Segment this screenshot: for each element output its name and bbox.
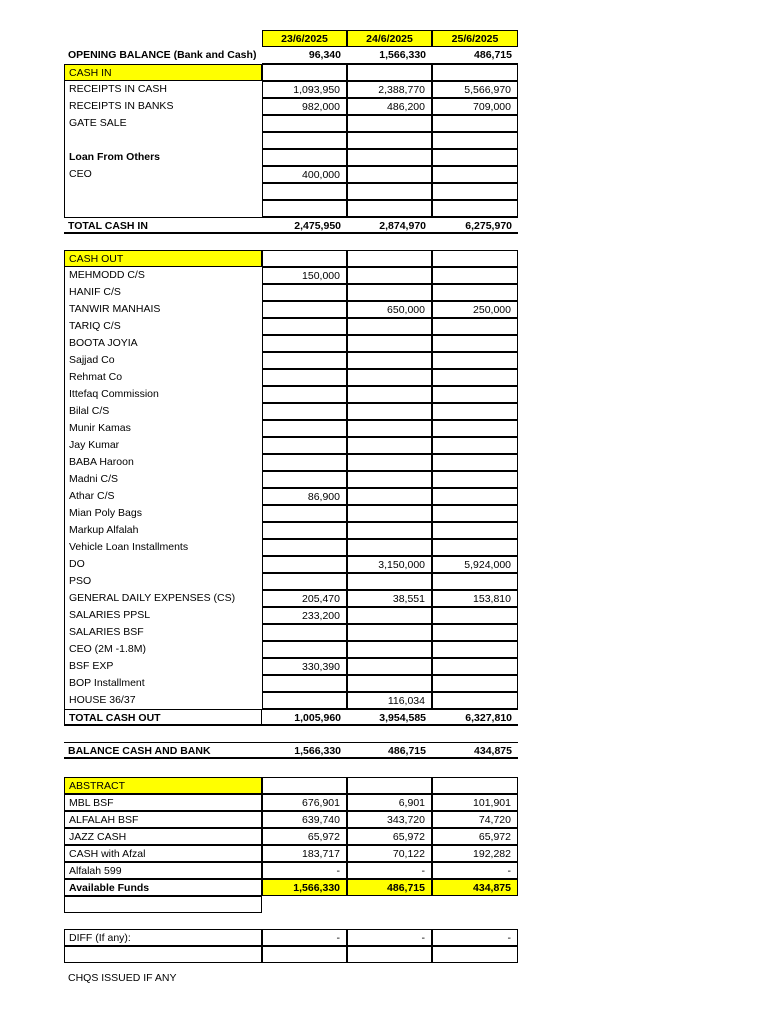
cash-out-row-value [262, 573, 347, 590]
cash-out-title-label: CASH OUT [64, 250, 262, 267]
cash-out-row-label: PSO [64, 573, 262, 590]
cash-out-row-value [262, 522, 347, 539]
cash-out-row-label: BSF EXP [64, 658, 262, 675]
cash-out-row [64, 267, 518, 284]
cash-out-row-value [432, 488, 518, 505]
cash-out-row-value [262, 335, 347, 352]
diff-row-value: - [347, 929, 432, 946]
cash-out-row-value [432, 454, 518, 471]
cash-in-row-value [347, 132, 432, 149]
cash-in-row-value: 486,200 [347, 98, 432, 115]
abstract-row-value: 183,717 [262, 845, 347, 862]
total-cash-in [64, 217, 518, 234]
cash-out-row-value [347, 573, 432, 590]
cash-out-row-value: 116,034 [347, 692, 432, 709]
abstract-row-value: 65,972 [347, 828, 432, 845]
cash-out-row [64, 420, 518, 437]
cash-in-row-value [262, 132, 347, 149]
cash-out-row-value [347, 488, 432, 505]
cash-out-row [64, 301, 518, 318]
diff-blank-row-label [64, 946, 262, 963]
cash-out-row-value [347, 607, 432, 624]
cash-in-row-value [347, 183, 432, 200]
cash-out-row-value [432, 420, 518, 437]
abstract-row-value: 676,901 [262, 794, 347, 811]
cash-out-row-label: CEO (2M -1.8M) [64, 641, 262, 658]
total-cash-out-label: TOTAL CASH OUT [64, 709, 262, 726]
cash-out-row-label: BOOTA JOYIA [64, 335, 262, 352]
abstract-row-value: - [347, 862, 432, 879]
cash-in-row-value: 400,000 [262, 166, 347, 183]
cash-out-row-value [432, 641, 518, 658]
cash-in-title-value [347, 64, 432, 81]
cash-out-row-value [262, 454, 347, 471]
cash-out-row [64, 556, 518, 573]
spacer [64, 759, 518, 777]
cash-out-row-value [347, 335, 432, 352]
cash-out-row-value: 38,551 [347, 590, 432, 607]
cash-out-row-value [432, 573, 518, 590]
abstract-title-label: ABSTRACT [64, 777, 262, 794]
abstract-row-value: 101,901 [432, 794, 518, 811]
abstract-row-label: JAZZ CASH [64, 828, 262, 845]
cash-out-row-value [262, 539, 347, 556]
total-cash-out-value: 3,954,585 [347, 709, 432, 726]
cash-out-row [64, 692, 518, 709]
abstract-row-value: 192,282 [432, 845, 518, 862]
cash-out-title [64, 250, 518, 267]
spacer [64, 234, 518, 250]
cash-in-row [64, 166, 518, 183]
cash-in-row-value: 1,093,950 [262, 81, 347, 98]
cash-in-title-value [262, 64, 347, 81]
cash-out-row-value [262, 641, 347, 658]
total-cash-in-value: 6,275,970 [432, 217, 518, 234]
cash-in-row [64, 115, 518, 132]
balance-cash-bank-label: BALANCE CASH AND BANK [64, 742, 262, 759]
abstract-row-value: 65,972 [262, 828, 347, 845]
cash-in-row-label: GATE SALE [64, 115, 262, 132]
cash-out-row-value [262, 318, 347, 335]
spacer [64, 726, 518, 742]
cash-in-row-label [64, 200, 262, 217]
abstract-row-label: Alfalah 599 [64, 862, 262, 879]
date-header [64, 30, 518, 47]
diff-blank-row-value [347, 946, 432, 963]
abstract-row [64, 811, 518, 828]
cash-in-row-value [432, 132, 518, 149]
cash-out-row-value [347, 624, 432, 641]
cash-in-row-value [347, 149, 432, 166]
abstract-row-value: 6,901 [347, 794, 432, 811]
cash-out-row-value [262, 301, 347, 318]
abstract-title-value [347, 777, 432, 794]
cash-out-row [64, 386, 518, 403]
abstract-row-value: 343,720 [347, 811, 432, 828]
cash-out-row-value [347, 369, 432, 386]
cash-in-title [64, 64, 518, 81]
cash-out-row-label: BABA Haroon [64, 454, 262, 471]
cash-out-row-value [432, 386, 518, 403]
cash-in-title-value [432, 64, 518, 81]
cash-out-row-value: 205,470 [262, 590, 347, 607]
cash-out-row-value [432, 352, 518, 369]
cash-out-row-value [432, 675, 518, 692]
cash-in-row [64, 149, 518, 166]
cash-out-row [64, 675, 518, 692]
cash-out-row-value [432, 335, 518, 352]
cash-out-row-value [432, 403, 518, 420]
cash-out-row-label: TANWIR MANHAIS [64, 301, 262, 318]
abstract-row [64, 794, 518, 811]
available-funds-label: Available Funds [64, 879, 262, 896]
cash-in-row-value [347, 200, 432, 217]
cash-out-row-value [432, 437, 518, 454]
cash-out-row [64, 539, 518, 556]
abstract-row-value: - [262, 862, 347, 879]
abstract-row-label: ALFALAH BSF [64, 811, 262, 828]
cash-in-row-value: 2,388,770 [347, 81, 432, 98]
cash-out-row-value [347, 675, 432, 692]
cash-out-row [64, 403, 518, 420]
cash-out-row-value [432, 267, 518, 284]
cash-out-row-value [347, 658, 432, 675]
cash-out-row-value [262, 352, 347, 369]
cash-out-row-value [432, 658, 518, 675]
cash-out-row-value [262, 420, 347, 437]
cash-out-row-label: Sajjad Co [64, 352, 262, 369]
cash-out-row-label: Mian Poly Bags [64, 505, 262, 522]
cash-out-row-value [432, 284, 518, 301]
cash-in-row-value [432, 166, 518, 183]
diff-blank-row-value [262, 946, 347, 963]
cash-in-row-label: Loan From Others [64, 149, 262, 166]
cash-out-row-value: 250,000 [432, 301, 518, 318]
cash-in-row-label: CEO [64, 166, 262, 183]
cash-in-row-label: RECEIPTS IN BANKS [64, 98, 262, 115]
cash-out-row-value [432, 471, 518, 488]
date-header-value: 24/6/2025 [347, 30, 432, 47]
cash-flow-sheet [64, 30, 518, 963]
cash-out-row [64, 590, 518, 607]
cash-out-row-value [347, 437, 432, 454]
opening-balance-value: 486,715 [432, 47, 518, 64]
cash-out-row-value [347, 471, 432, 488]
cash-out-row-value: 233,200 [262, 607, 347, 624]
cash-out-row [64, 437, 518, 454]
balance-cash-bank-value: 434,875 [432, 742, 518, 759]
diff-row-value: - [262, 929, 347, 946]
cash-out-row-value [347, 284, 432, 301]
cash-in-row-value: 709,000 [432, 98, 518, 115]
cash-out-row [64, 471, 518, 488]
cash-out-title-value [432, 250, 518, 267]
cash-in-row-value [347, 115, 432, 132]
cash-out-title-value [347, 250, 432, 267]
cash-in-row-value [262, 183, 347, 200]
cash-out-row-label: DO [64, 556, 262, 573]
cash-out-row-value [347, 267, 432, 284]
cash-in-row-value: 982,000 [262, 98, 347, 115]
opening-balance-value: 1,566,330 [347, 47, 432, 64]
cash-out-row [64, 284, 518, 301]
cash-out-row-value [262, 471, 347, 488]
cash-in-row-value: 5,566,970 [432, 81, 518, 98]
balance-cash-bank-value: 1,566,330 [262, 742, 347, 759]
total-cash-in-value: 2,475,950 [262, 217, 347, 234]
cash-out-row [64, 607, 518, 624]
cash-out-row [64, 369, 518, 386]
cash-in-row-value [262, 115, 347, 132]
diff-row-label: DIFF (If any): [64, 929, 262, 946]
cash-out-row-label: GENERAL DAILY EXPENSES (CS) [64, 590, 262, 607]
abstract-title-value [262, 777, 347, 794]
date-header-value: 25/6/2025 [432, 30, 518, 47]
opening-balance-value: 96,340 [262, 47, 347, 64]
cash-out-row-value [347, 539, 432, 556]
cash-out-row-value [347, 420, 432, 437]
total-cash-out [64, 709, 518, 726]
diff-row-value: - [432, 929, 518, 946]
cash-out-row [64, 658, 518, 675]
cash-out-row [64, 641, 518, 658]
cash-out-row-value [347, 505, 432, 522]
abstract-row-value: 639,740 [262, 811, 347, 828]
cash-out-row-label: MEHMODD C/S [64, 267, 262, 284]
available-funds-value: 486,715 [347, 879, 432, 896]
cash-out-row-label: Rehmat Co [64, 369, 262, 386]
cash-out-row [64, 318, 518, 335]
cash-out-row-value [262, 386, 347, 403]
cash-out-row [64, 352, 518, 369]
balance-cash-bank [64, 742, 518, 759]
cash-out-row-value [347, 641, 432, 658]
cash-out-row-value [347, 454, 432, 471]
abstract-title-value [432, 777, 518, 794]
total-cash-out-value: 6,327,810 [432, 709, 518, 726]
cash-out-row-label: Vehicle Loan Installments [64, 539, 262, 556]
cash-out-row-value [432, 624, 518, 641]
abstract-row-value: - [432, 862, 518, 879]
cash-out-row-value: 153,810 [432, 590, 518, 607]
abstract-row [64, 828, 518, 845]
cash-out-row-label: Ittefaq Commission [64, 386, 262, 403]
abstract-row [64, 862, 518, 879]
cash-out-row-value [432, 369, 518, 386]
cash-out-row-value [262, 505, 347, 522]
cash-in-row-label: RECEIPTS IN CASH [64, 81, 262, 98]
abstract-row-label: CASH with Afzal [64, 845, 262, 862]
cash-out-row-label: TARIQ C/S [64, 318, 262, 335]
cash-out-row-value: 3,150,000 [347, 556, 432, 573]
abstract-row [64, 845, 518, 862]
cash-out-row-label: Markup Alfalah [64, 522, 262, 539]
abstract-row-label: MBL BSF [64, 794, 262, 811]
cash-out-row-value [347, 386, 432, 403]
diff-row [64, 929, 518, 946]
abstract-row-value: 70,122 [347, 845, 432, 862]
cash-out-row-value [432, 692, 518, 709]
cash-out-row-label: Madni C/S [64, 471, 262, 488]
date-header-value: 23/6/2025 [262, 30, 347, 47]
cash-out-row-value [262, 284, 347, 301]
cash-in-row-value [262, 149, 347, 166]
cash-out-row-label: Bilal C/S [64, 403, 262, 420]
cash-out-row-value: 150,000 [262, 267, 347, 284]
diff-blank-row-value [432, 946, 518, 963]
available-funds-value: 1,566,330 [262, 879, 347, 896]
cash-out-row-value [262, 403, 347, 420]
cash-out-row-label: Munir Kamas [64, 420, 262, 437]
cash-in-row-value [432, 200, 518, 217]
cash-out-row [64, 505, 518, 522]
cash-out-row-value [347, 352, 432, 369]
cash-in-row [64, 81, 518, 98]
cash-out-row [64, 335, 518, 352]
available-funds [64, 879, 518, 896]
cash-in-row-value [347, 166, 432, 183]
cash-out-row-label: BOP Installment [64, 675, 262, 692]
cash-out-row-value [347, 403, 432, 420]
cash-in-row-label [64, 183, 262, 200]
cash-out-row-label: Athar C/S [64, 488, 262, 505]
abstract-blank-row-label [64, 896, 262, 913]
cash-out-row-value [262, 675, 347, 692]
cash-out-title-value [262, 250, 347, 267]
cash-in-row-value [432, 149, 518, 166]
cash-in-row [64, 200, 518, 217]
cash-out-row-value [432, 607, 518, 624]
opening-balance [64, 47, 518, 64]
abstract-blank-row [64, 896, 518, 913]
cash-in-row-value [432, 183, 518, 200]
cash-in-row-value [262, 200, 347, 217]
cash-out-row [64, 522, 518, 539]
cash-out-row-label: Jay Kumar [64, 437, 262, 454]
cash-out-row-value: 650,000 [347, 301, 432, 318]
cash-out-row-value [262, 624, 347, 641]
cash-in-row-label [64, 132, 262, 149]
cash-out-row-value [432, 505, 518, 522]
cash-out-row [64, 624, 518, 641]
cash-out-row [64, 454, 518, 471]
cash-out-row-value [432, 522, 518, 539]
total-cash-in-label: TOTAL CASH IN [64, 217, 262, 234]
cash-out-row-label: SALARIES PPSL [64, 607, 262, 624]
spacer [64, 913, 518, 929]
cash-in-title-label: CASH IN [64, 64, 262, 81]
cash-out-row-value: 5,924,000 [432, 556, 518, 573]
available-funds-value: 434,875 [432, 879, 518, 896]
cash-out-row-value [262, 556, 347, 573]
balance-cash-bank-value: 486,715 [347, 742, 432, 759]
cash-in-row [64, 183, 518, 200]
cash-out-row-value [347, 318, 432, 335]
cash-out-row-value: 86,900 [262, 488, 347, 505]
cash-out-row-value [432, 539, 518, 556]
cash-out-row-value [262, 369, 347, 386]
abstract-row-value: 74,720 [432, 811, 518, 828]
cash-in-row [64, 132, 518, 149]
cash-out-row-value [432, 318, 518, 335]
cash-out-row-value: 330,390 [262, 658, 347, 675]
total-cash-in-value: 2,874,970 [347, 217, 432, 234]
abstract-row-value: 65,972 [432, 828, 518, 845]
diff-blank-row [64, 946, 518, 963]
cash-out-row-label: HANIF C/S [64, 284, 262, 301]
cash-out-row-value [262, 437, 347, 454]
date-header-label [64, 30, 262, 47]
cash-out-row-label: SALARIES BSF [64, 624, 262, 641]
opening-balance-label: OPENING BALANCE (Bank and Cash) [68, 49, 257, 61]
cash-out-row [64, 573, 518, 590]
cash-out-row [64, 488, 518, 505]
total-cash-out-value: 1,005,960 [262, 709, 347, 726]
cash-in-row [64, 98, 518, 115]
cheques-note: CHQS ISSUED IF ANY [68, 972, 177, 984]
cash-in-row-value [432, 115, 518, 132]
cash-out-row-value [347, 522, 432, 539]
cash-out-row-value [262, 692, 347, 709]
abstract-title [64, 777, 518, 794]
cash-out-row-label: HOUSE 36/37 [64, 692, 262, 709]
